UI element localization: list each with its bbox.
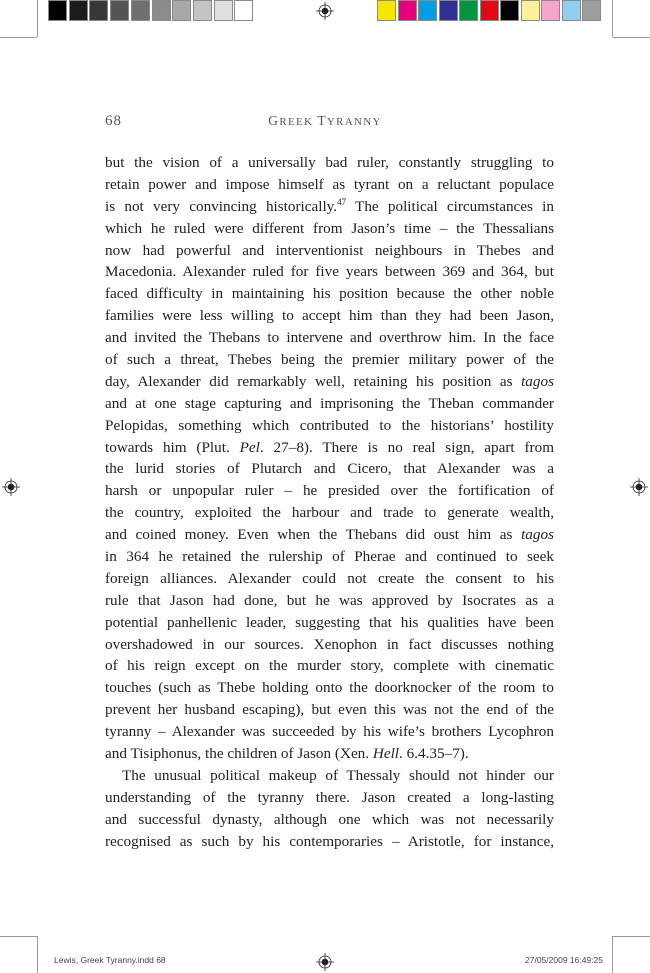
text-line: and at one stage capturing and imprisoning the Theban commander	[105, 394, 554, 412]
gray-swatch	[48, 0, 67, 21]
color-swatch	[377, 0, 396, 21]
text-line: families were less willing to accept him than they had been Jason,	[105, 307, 554, 325]
text-line: of such a threat, Thebes being the premier military power of the	[105, 351, 554, 369]
color-swatch	[541, 0, 560, 21]
footnote-reference: 47	[337, 196, 347, 207]
color-swatch	[459, 0, 478, 21]
text-line: Pelopidas, something which contributed to the historians’ hostility	[105, 416, 554, 434]
text-line: understanding of the tyranny there. Jason created a long-lasting	[105, 788, 554, 806]
italic-term-tagos: tagos	[521, 372, 554, 390]
registration-mark-right-icon	[630, 478, 648, 496]
text-line: which he ruled were different from Jason’s time – the Thessalians	[105, 219, 554, 237]
text-line-segment: and coined money. Even when the Thebans did oust him as	[105, 526, 522, 544]
text-line-segment: . 6.4.35–7).	[399, 745, 469, 763]
slug-timestamp: 27/05/2009 16:49:25	[525, 955, 603, 965]
paragraph-last-line	[105, 743, 554, 765]
text-line: the country, exploited the harbour and trade to generate wealth,	[105, 504, 554, 522]
text-line: but the vision of a universally bad ruler, constantly struggling to	[105, 154, 554, 171]
registration-mark-top-icon	[316, 2, 334, 20]
running-title-initial-g: G	[268, 113, 280, 128]
gray-swatch	[89, 0, 108, 21]
text-line: now had powerful and interventionist neighbours in Thebes and	[105, 241, 554, 259]
text-line: the lurid stories of Plutarch and Cicero, that Alexander was a	[105, 460, 554, 478]
text-line: of his reign except on the murder story, complete with cinematic	[105, 657, 554, 675]
crop-mark-top-right	[613, 37, 650, 38]
text-line: overshadowed in our sources. Xenophon in fact discusses nothing	[105, 635, 554, 653]
color-swatch	[480, 0, 499, 21]
page-number: 68	[105, 113, 122, 129]
text-line: and successful dynasty, although one which was not necessarily	[105, 810, 554, 828]
text-line: recognised as such by his contemporaries – Aristotle, for instance,	[105, 832, 554, 850]
italic-citation-pel: Pel	[239, 438, 260, 456]
gray-swatch	[69, 0, 88, 21]
crop-mark-bottom-left	[0, 936, 37, 937]
text-line: in 364 he retained the rulership of Pherae and continued to seek	[105, 548, 554, 566]
text-line: harsh or unpopular ruler – he presided over the fortification of	[105, 482, 554, 500]
crop-mark-top-right-vertical	[612, 0, 613, 37]
color-swatch	[521, 0, 540, 21]
gray-swatch	[193, 0, 212, 21]
gray-swatch	[152, 0, 171, 21]
running-title-reek: REEK	[279, 116, 318, 128]
text-line	[105, 524, 554, 546]
gray-swatch	[131, 0, 150, 21]
crop-mark-bottom-right-vertical	[612, 936, 613, 973]
text-line-segment: is not very convincing historically.	[105, 197, 338, 215]
text-line: touches (such as Thebe holding onto the doorknocker of the room to	[105, 679, 554, 697]
text-line	[105, 437, 554, 459]
gray-swatch	[172, 0, 191, 21]
text-line: Macedonia. Alexander ruled for five years between 369 and 364, but	[105, 263, 554, 281]
text-line: potential panhellenic leader, suggesting that his qualities have been	[105, 613, 554, 631]
registration-mark-bottom-icon	[316, 953, 334, 971]
text-line	[105, 371, 554, 393]
running-title-initial-t: T	[317, 113, 327, 128]
text-line-segment: The political circumstances in	[346, 197, 554, 215]
color-swatch	[562, 0, 581, 21]
crop-mark-top-left	[0, 37, 37, 38]
italic-term-tagos: tagos	[521, 526, 554, 544]
color-swatch	[418, 0, 437, 21]
text-line: rule that Jason had done, but he was approved by Isocrates as a	[105, 591, 554, 609]
color-swatch	[500, 0, 519, 21]
paragraph-first-line: The unusual political makeup of Thessaly should not hinder our	[122, 766, 554, 784]
gray-swatch	[110, 0, 129, 21]
italic-citation-hell: Hell	[372, 745, 400, 763]
text-line-segment: towards him (Plut.	[105, 438, 240, 456]
text-line: faced difficulty in maintaining his position because the other noble	[105, 285, 554, 303]
color-swatch	[398, 0, 417, 21]
crop-mark-bottom-left-vertical	[37, 936, 38, 973]
text-line: tyranny – Alexander was succeeded by his wife’s brothers Lycophron	[105, 723, 554, 741]
text-line: retain power and impose himself as tyrant on a reluctant populace	[105, 175, 554, 193]
color-swatch	[439, 0, 458, 21]
running-title	[0, 113, 650, 129]
body-text	[105, 152, 554, 853]
registration-mark-left-icon	[2, 478, 20, 496]
gray-swatch	[234, 0, 253, 21]
text-line: foreign alliances. Alexander could not create the consent to his	[105, 569, 554, 587]
crop-mark-bottom-right	[613, 936, 650, 937]
gray-swatch	[214, 0, 233, 21]
running-title-yranny: YRANNY	[326, 116, 382, 128]
text-line-segment: and Tisiphonus, the children of Jason (Xen.	[105, 745, 373, 763]
text-line: and invited the Thebans to intervene and overthrow him. In the face	[105, 329, 554, 347]
text-line-segment: day, Alexander did remarkably well, retaining his position as	[105, 372, 522, 390]
slug-file-info: Lewis, Greek Tyranny.indd 68	[54, 955, 166, 965]
text-line	[105, 196, 554, 218]
text-line-segment: . 27–8). There is no real sign, apart from	[259, 438, 555, 456]
color-swatch	[582, 0, 601, 21]
text-line: prevent her husband escaping), but even this was not the end of the	[105, 701, 554, 719]
crop-mark-top-left-vertical	[37, 0, 38, 37]
